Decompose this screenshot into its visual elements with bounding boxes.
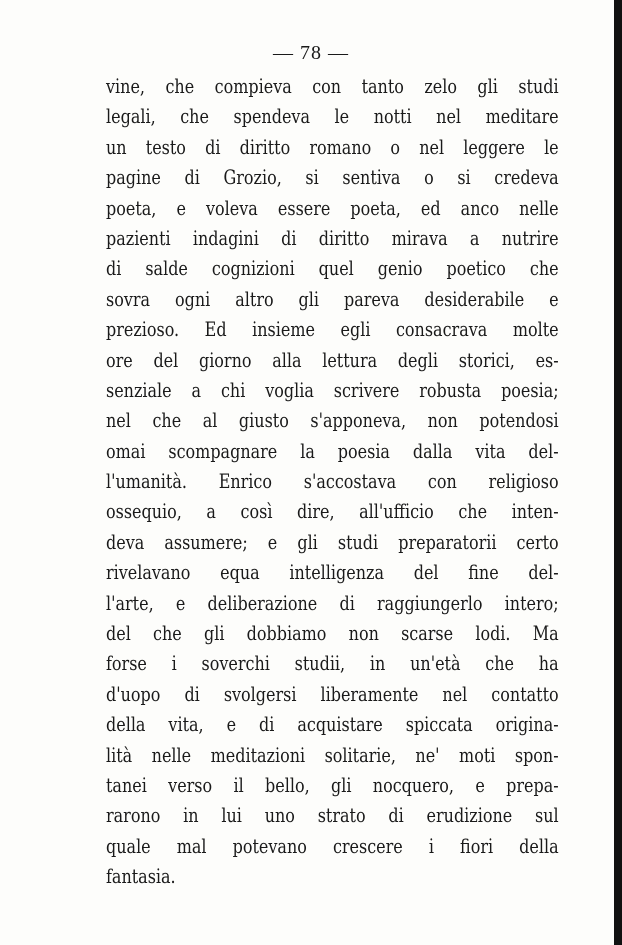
page-number: — 78 — <box>273 42 349 64</box>
text-line: legali, che spendeva le notti nel meditare <box>106 105 559 129</box>
text-line: d'uopo di svolgersi liberamente nel contatto <box>106 682 559 706</box>
text-line: nel che al giusto s'apponeva, non potendosi <box>106 409 559 433</box>
text-line: omai scompagnare la poesia dalla vita del- <box>106 439 559 463</box>
body-text <box>106 72 559 893</box>
text-line: lità nelle meditazioni solitarie, ne' moti spon- <box>106 743 559 767</box>
text-line: poeta, e voleva essere poeta, ed anco nelle <box>106 196 559 220</box>
text-line: pagine di Grozio, si sentiva o si credeva <box>106 166 559 190</box>
text-line: ore del giorno alla lettura degli storici, es- <box>106 348 559 372</box>
text-line: quale mal potevano crescere i fiori della <box>106 834 559 858</box>
text-line: sovra ogni altro gli pareva desiderabile e <box>106 287 559 311</box>
text-line: rarono in lui uno strato di erudizione sul <box>106 804 559 828</box>
text-line: fantasia. <box>106 865 176 889</box>
text-line: del che gli dobbiamo non scarse lodi. Ma <box>106 622 559 646</box>
text-line: tanei verso il bello, gli nocquero, e prepa- <box>106 773 559 797</box>
text-line: ossequio, a così dire, all'ufficio che inten- <box>106 500 559 524</box>
text-line: senziale a chi voglia scrivere robusta poesia; <box>106 378 559 402</box>
text-line: un testo di diritto romano o nel leggere le <box>106 135 559 159</box>
text-line: l'umanità. Enrico s'accostava con religioso <box>106 470 559 494</box>
text-line: di salde cognizioni quel genio poetico che <box>106 257 559 281</box>
text-line: prezioso. Ed insieme egli consacrava molte <box>106 318 559 342</box>
text-line: l'arte, e deliberazione di raggiungerlo intero; <box>106 591 559 615</box>
text-line: deva assumere; e gli studi preparatorii certo <box>106 530 559 554</box>
text-line: forse i soverchi studii, in un'età che ha <box>106 652 559 676</box>
text-line: vine, che compieva con tanto zelo gli studi <box>106 75 559 98</box>
text-line: rivelavano equa intelligenza del fine del- <box>106 561 559 585</box>
page-edge-shadow <box>614 0 622 945</box>
text-line: della vita, e di acquistare spiccata origina- <box>106 713 559 737</box>
text-line: pazienti indagini di diritto mirava a nutrire <box>106 226 559 250</box>
